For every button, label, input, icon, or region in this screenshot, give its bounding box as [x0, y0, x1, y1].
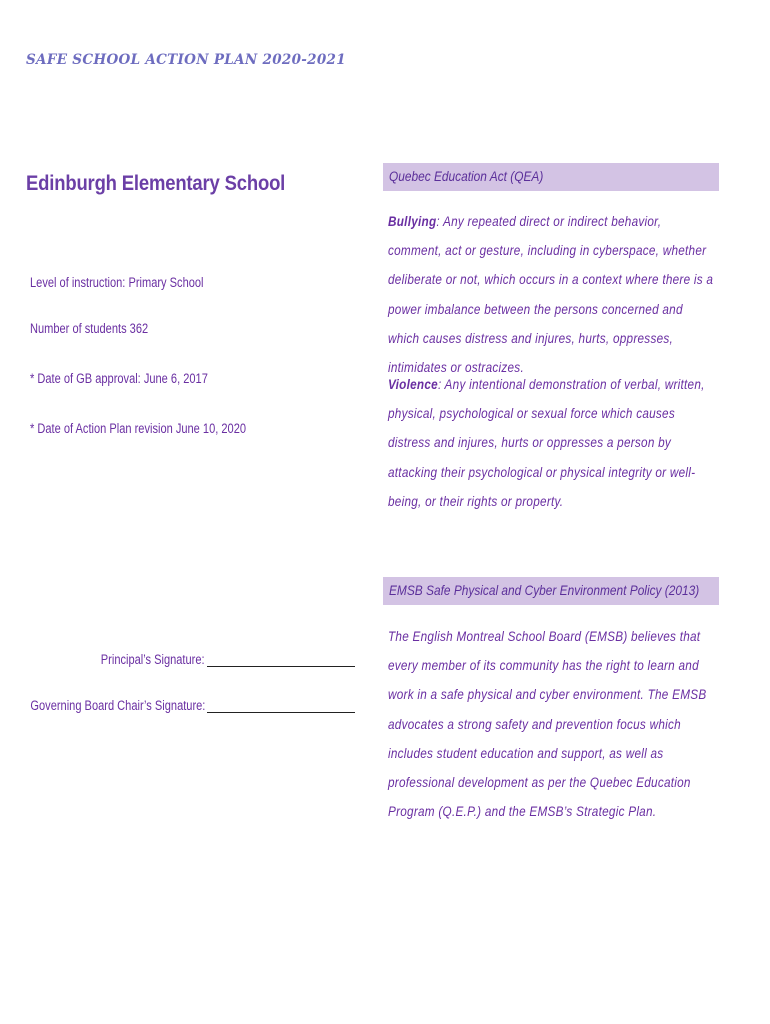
bullying-definition: [388, 207, 716, 382]
level-of-instruction: Level of instruction: Primary School: [30, 275, 204, 290]
violence-term: Violence: [388, 376, 438, 392]
principal-signature-row: [78, 652, 355, 667]
bullying-term: Bullying: [388, 213, 437, 229]
chair-signature-label: Governing Board Chair’s Signature:: [30, 698, 205, 713]
qea-heading: Quebec Education Act (QEA): [389, 168, 544, 184]
document-title: SAFE SCHOOL ACTION PLAN 2020-2021: [26, 52, 346, 68]
chair-signature-row: [0, 698, 355, 713]
school-name: Edinburgh Elementary School: [26, 172, 286, 195]
revision-date: * Date of Action Plan revision June 10, 2020: [30, 421, 247, 436]
emsb-heading: EMSB Safe Physical and Cyber Environment Policy (2013): [389, 582, 700, 598]
gb-approval-date: * Date of GB approval: June 6, 2017: [30, 371, 208, 386]
violence-definition: [388, 370, 716, 516]
bullying-text: : Any repeated direct or indirect behavior, comment, act or gesture, including in cyberspace, whether deliberate or not, which occurs in a context where there is a power imbalance between the persons concerned and which causes distress and injures, hurts, oppresses, intimidates or ostracizes.: [388, 213, 714, 376]
emsb-policy-text: The English Montreal School Board (EMSB) believes that every member of its community has the right to learn and work in a safe physical and cyber environment. The EMSB advocates a strong safety and prevention focus which includes student education and support, as well as professional development as per the Quebec Education Program (Q.E.P.) and the EMSB’s Strategic Plan.: [388, 628, 707, 820]
violence-text: : Any intentional demonstration of verbal, written, physical, psychological or sexual force which causes distress and injures, hurts or oppresses a person by attacking their psychological or physical integrity or well-being, or their rights or property.: [388, 376, 705, 509]
principal-signature-label: Principal’s Signature:: [101, 652, 205, 667]
number-of-students: Number of students 362: [30, 321, 149, 336]
principal-signature-line[interactable]: [207, 652, 355, 667]
chair-signature-line[interactable]: [207, 698, 355, 713]
